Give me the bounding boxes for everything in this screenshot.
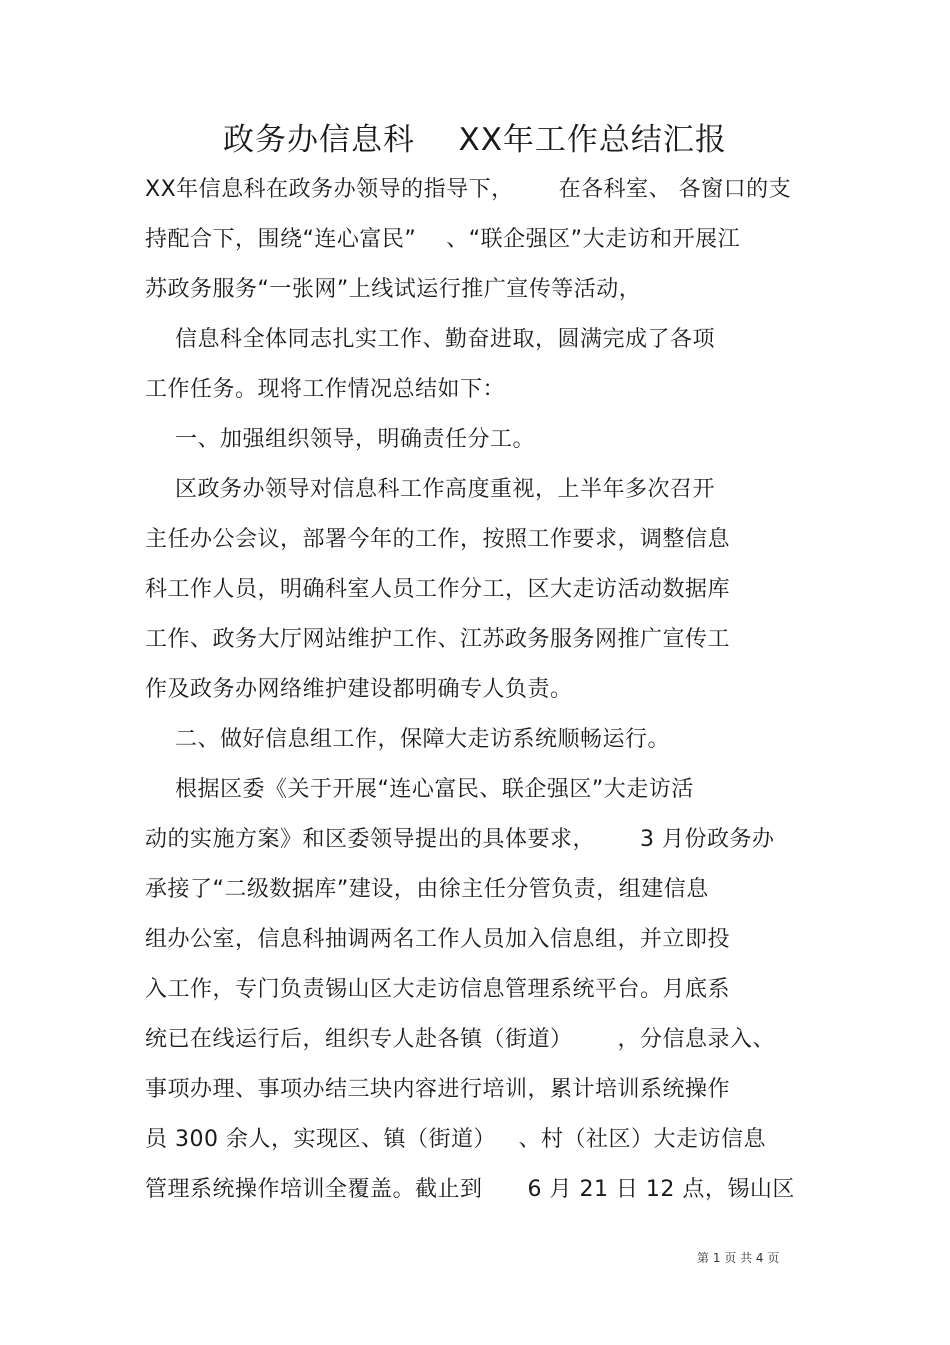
paragraph-line: 入工作，专门负责锡山区大走访信息管理系统平台。月底系 — [145, 977, 731, 1002]
paragraph-line: 事项办理、事项办结三块内容进行培训，累计培训系统操作 — [145, 1077, 731, 1102]
section-heading: 一、加强组织领导，明确责任分工。 — [145, 427, 535, 452]
paragraph-line: 持配合下，围绕“连心富民” 、“联企强区”大走访和开展江 — [145, 227, 741, 252]
paragraph-line: XX年信息科在政务办领导的指导下， 在各科室、 各窗口的支 — [145, 177, 792, 202]
paragraph-line: 统已在线运行后，组织专人赴各镇（街道） ，分信息录入、 — [145, 1027, 775, 1052]
paragraph-line: 科工作人员，明确科室人员工作分工，区大走访活动数据库 — [145, 577, 731, 602]
paragraph-line: 区政务办领导对信息科工作高度重视，上半年多次召开 — [145, 477, 715, 502]
document-title: 政务办信息科 XX年工作总结汇报 — [223, 122, 727, 158]
paragraph-line: 工作任务。现将工作情况总结如下： — [145, 377, 506, 402]
paragraph-line: 管理系统操作培训全覆盖。截止到 6 月 21 日 12 点，锡山区 — [145, 1177, 795, 1202]
paragraph-line: 组办公室，信息科抽调两名工作人员加入信息组，并立即投 — [145, 927, 731, 952]
paragraph-line: 根据区委《关于开展“连心富民、联企强区”大走访活 — [145, 777, 694, 802]
section-heading: 二、做好信息组工作，保障大走访系统顺畅运行。 — [145, 727, 670, 752]
paragraph-line: 员 300 余人，实现区、镇（街道） 、村（社区）大走访信息 — [145, 1127, 766, 1152]
paragraph-line: 动的实施方案》和区委领导提出的具体要求， 3 月份政务办 — [145, 827, 775, 852]
paragraph-line: 信息科全体同志扎实工作、勤奋进取，圆满完成了各项 — [145, 327, 715, 352]
paragraph-line: 作及政务办网络维护建设都明确专人负责。 — [145, 677, 573, 702]
paragraph-line: 承接了“二级数据库”建设，由徐主任分管负责，组建信息 — [145, 877, 709, 902]
paragraph-line: 苏政务服务“一张网”上线试运行推广宣传等活动， — [145, 277, 642, 302]
paragraph-line: 工作、政务大厅网站维护工作、江苏政务服务网推广宣传工 — [145, 627, 731, 652]
paragraph-line: 主任办公会议，部署今年的工作，按照工作要求，调整信息 — [145, 527, 731, 552]
page-number-footer: 第 1 页 共 4 页 — [697, 1251, 780, 1265]
